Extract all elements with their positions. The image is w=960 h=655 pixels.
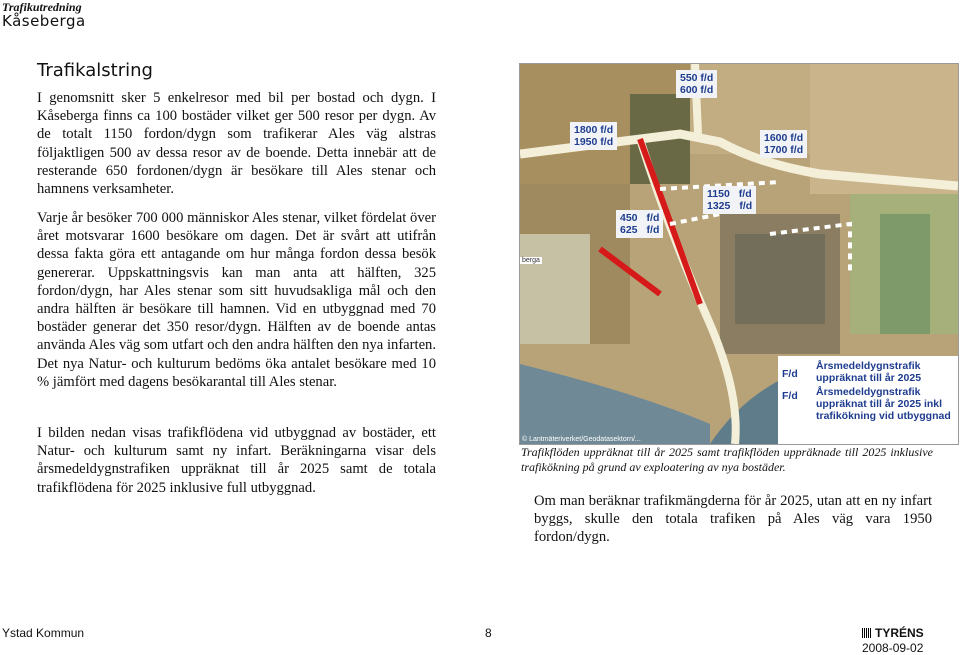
- page-number: 8: [485, 626, 492, 640]
- document-place: Kåseberga: [2, 12, 86, 30]
- section-title: Trafikalstring: [37, 60, 153, 81]
- label-center: 1150 f/d 1325 f/d: [703, 186, 756, 214]
- label-west: 1800 f/d 1950 f/d: [570, 122, 617, 150]
- document-type: Trafikutredning: [2, 0, 82, 14]
- right-paragraph: Om man beräknar trafikmängderna för år 2025, utan att en ny infart byggs, skulle den totala trafiken på Ales väg vara 1950 fordon/dygn.: [534, 493, 932, 546]
- map-copyright: © Lantmäteriverket/Geodatasektorn/...: [522, 436, 641, 443]
- map-legend: [778, 356, 958, 444]
- label-east: 1600 f/d 1700 f/d: [760, 130, 807, 158]
- paragraph-2: Varje år besöker 700 000 människor Ales stenar, vilket fördelat över året motsvarar 1600 besökare om dagen. Det är svårt att utifrån dessa fakta göra ett antagande om hur många fordon dessa besök genererar. Uppskattningsvis kan man anta att hälften, 325 fordon/dygn, har Ales stenar som sitt huvudsakliga mål och den andra hälften är besökare till hamnen. Vid en utbyggnad med 70 bostäder generar det 350 resor/dygn. Hälften av de boende antas använda Ales väg som utfart och den andra hälften den nya infarten. Det nya Natur- och kulturum bedöms öka antalet besökare med 10 % jämfört med dagens besökarantal till Ales stenar.: [37, 210, 436, 390]
- footer-municipality: Ystad Kommun: [2, 626, 85, 640]
- traffic-map: [519, 63, 959, 445]
- figure-caption: Trafikflöden uppräknat till år 2025 samt trafikflöden uppräknade till 2025 inklusive trafikökning på grund av exploatering av nya bostäder.: [521, 445, 933, 474]
- logo-mark-icon: [862, 628, 872, 638]
- tyrens-logo: TYRÉNS: [862, 626, 924, 640]
- paragraph-1: I genomsnitt sker 5 enkelresor med bil per bostad och dygn. I Kåseberga finns ca 100 bostäder vilket ger 500 resor per dygn. Av de totalt 1150 fordon/dygn som trafikerar Ales väg alstras följaktligen 500 av dessa resor av de boende. Detta innebär att de resterande 650 fordonen/dygn är besökare till Ales stenar och hamnens verksamheter.: [37, 90, 436, 198]
- legend-row-base: F/d Årsmedeldygnstrafik uppräknat till år 2025: [782, 360, 922, 384]
- label-lower: 450 f/d 625 f/d: [616, 210, 663, 238]
- label-north: 550 f/d 600 f/d: [676, 70, 717, 98]
- paragraph-3: I bilden nedan visas trafikflödena vid utbyggnad av bostäder, ett Natur- och kulturum samt ny infart. Beräkningarna visar dels årsmedeldygnstrafiken uppräknat till år 2025 samt de totala trafikflödena för 2025 inklusive full utbyggnad.: [37, 425, 436, 496]
- footer-date: 2008-09-02: [862, 641, 924, 655]
- map-tag: berga: [522, 257, 540, 264]
- legend-row-expansion: F/d Årsmedeldygnstrafik uppräknat till år 2025 inkl trafikökning vid utbyggnad: [782, 386, 951, 422]
